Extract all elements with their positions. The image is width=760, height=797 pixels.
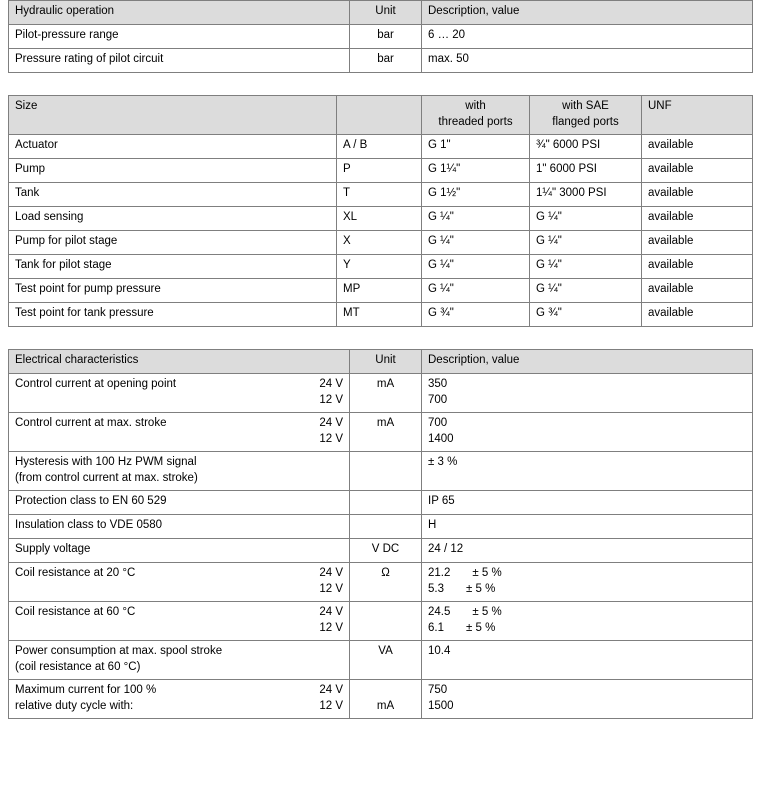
row-unit: bar [350,25,422,49]
row-voltage-values [319,683,343,714]
row-value-cell [422,563,753,602]
row-label: Pump for pilot stage [9,231,337,255]
row-voltage-1: 24 V [319,606,343,619]
row-value-2: 700 [428,393,448,406]
row-value-1: 700 [428,417,448,430]
row-unit: V DC [350,539,422,563]
row-unf: available [642,279,753,303]
row-voltage-values [319,416,343,447]
row-value-2: 1400 [428,432,454,445]
header-threaded-ports [422,96,530,135]
row-value-cell [422,452,753,491]
row-label-cell [9,452,350,491]
row-label: Control current at max. stroke [15,417,167,430]
row-tolerance-1: ± 5 % [472,606,502,619]
row-unit: mA [350,680,422,719]
row-unf: available [642,135,753,159]
row-unit: VA [350,641,422,680]
table-row [9,641,753,680]
table-row [9,680,753,719]
row-label-line2: (coil resistance at 60 °C) [15,660,141,673]
header-threaded-line2: threaded ports [438,115,513,128]
row-label-line2: relative duty cycle with: [15,699,134,712]
row-unit [350,491,422,515]
row-value-1: 750 [428,684,448,697]
row-value-cell [422,602,753,641]
table-row [9,515,753,539]
row-code: X [337,231,422,255]
row-label: Insulation class to VDE 0580 [9,515,350,539]
row-label-cell [9,563,350,602]
row-unf: available [642,207,753,231]
row-value-1: 10.4 [422,641,753,680]
row-unf: available [642,159,753,183]
header-threaded-line1: with [465,100,486,112]
table-row [9,374,753,413]
row-value-cell [422,680,753,719]
row-value-1: ± 3 % [428,456,458,469]
row-voltage-values [319,566,343,597]
header-hydraulic-operation: Hydraulic operation [9,1,350,25]
table-row [9,207,753,231]
table-row [9,255,753,279]
row-label-line1: Maximum current for 100 % [15,684,157,697]
table-electrical-characteristics [8,349,753,719]
row-label: Coil resistance at 60 °C [15,606,136,619]
row-voltage-2: 12 V [319,699,343,712]
row-label: Control current at opening point [15,378,177,391]
row-label: Test point for pump pressure [9,279,337,303]
row-label-cell [9,602,350,641]
row-value-1: H [422,515,753,539]
row-unit: mA [350,374,422,413]
table-row [9,96,753,135]
table-row [9,25,753,49]
header-sae-flanged-ports [530,96,642,135]
row-label: Tank [9,183,337,207]
row-label-line1: Hysteresis with 100 Hz PWM signal [15,456,197,469]
header-sae-line2: flanged ports [552,115,619,128]
row-value-line1 [428,566,746,582]
row-value-1: 21.2 [428,567,451,580]
row-value-1: IP 65 [422,491,753,515]
row-value: 6 … 20 [422,25,753,49]
table-size [8,95,753,327]
row-code: XL [337,207,422,231]
header-unit: Unit [350,1,422,25]
row-voltage-values [319,605,343,636]
row-tolerance-1: ± 5 % [472,567,502,580]
row-threaded: G ¾" [422,303,530,327]
row-value-1: 24 / 12 [422,539,753,563]
header-sae-line1: with SAE [562,100,609,112]
row-voltage-1: 24 V [319,567,343,580]
row-label: Pilot-pressure range [9,25,350,49]
row-value-2: 1500 [428,699,454,712]
row-voltage-2: 12 V [319,432,343,445]
row-voltage-2: 12 V [319,621,343,634]
row-unit: bar [350,49,422,73]
row-label: Actuator [9,135,337,159]
row-unf: available [642,231,753,255]
table-row [9,413,753,452]
header-unit: Unit [350,350,422,374]
row-label: Supply voltage [9,539,350,563]
row-code: P [337,159,422,183]
table-row [9,49,753,73]
row-value-cell [422,374,753,413]
row-voltage-1: 24 V [319,378,343,391]
row-unit [350,602,422,641]
row-value-1: 24.5 [428,606,451,619]
row-label: Tank for pilot stage [9,255,337,279]
row-code: T [337,183,422,207]
table-row [9,1,753,25]
row-threaded: G ¼" [422,255,530,279]
row-voltage-values [319,377,343,408]
table-spacer [0,73,760,95]
row-sae: G ¾" [530,303,642,327]
row-label-line1: Power consumption at max. spool stroke [15,645,223,658]
row-label-cell [9,413,350,452]
row-label: Pump [9,159,337,183]
row-value-line1 [428,605,746,621]
row-sae: G ¼" [530,231,642,255]
table-row [9,452,753,491]
row-sae: G ¼" [530,207,642,231]
row-sae: G ¼" [530,279,642,303]
row-label: Coil resistance at 20 °C [15,567,136,580]
row-voltage-1: 24 V [319,684,343,697]
row-threaded: G ¼" [422,207,530,231]
row-threaded: G ¼" [422,231,530,255]
table-row [9,491,753,515]
row-label: Pressure rating of pilot circuit [9,49,350,73]
row-label-cell [9,374,350,413]
row-value: max. 50 [422,49,753,73]
row-voltage-1: 24 V [319,417,343,430]
table-row [9,350,753,374]
header-description-value: Description, value [422,350,753,374]
row-unit: mA [350,413,422,452]
row-sae: 1¼" 3000 PSI [530,183,642,207]
row-sae: ¾" 6000 PSI [530,135,642,159]
row-label: Protection class to EN 60 529 [9,491,350,515]
row-sae: 1" 6000 PSI [530,159,642,183]
row-threaded: G ¼" [422,279,530,303]
table-row [9,602,753,641]
row-value-line2 [428,621,746,637]
row-value-1: 350 [428,378,448,391]
table-row [9,303,753,327]
table-row [9,159,753,183]
row-sae: G ¼" [530,255,642,279]
table-spacer [0,327,760,349]
row-label-cell [9,680,350,719]
table-row [9,231,753,255]
row-label-cell [9,641,350,680]
table-row [9,135,753,159]
header-unf: UNF [642,96,753,135]
row-code: Y [337,255,422,279]
table-row [9,563,753,602]
row-label: Load sensing [9,207,337,231]
row-label [15,683,166,714]
row-unit [350,452,422,491]
row-value-2: 6.1 [428,621,444,634]
row-label-line2: (from control current at max. stroke) [15,471,198,484]
row-threaded: G 1¼" [422,159,530,183]
row-tolerance-2: ± 5 % [466,582,496,595]
row-code: MP [337,279,422,303]
row-voltage-2: 12 V [319,393,343,406]
row-label: Test point for tank pressure [9,303,337,327]
row-value-cell [422,413,753,452]
table-row [9,183,753,207]
table-hydraulic-operation [8,0,753,73]
row-unf: available [642,183,753,207]
row-value-line2 [428,582,746,598]
row-unit [350,515,422,539]
row-threaded: G 1½" [422,183,530,207]
header-code [337,96,422,135]
row-code: MT [337,303,422,327]
table-row [9,279,753,303]
row-unf: available [642,303,753,327]
row-tolerance-2: ± 5 % [466,621,496,634]
row-value-2: 5.3 [428,582,444,595]
header-size: Size [9,96,337,135]
row-unit: Ω [350,563,422,602]
table-row [9,539,753,563]
row-code: A / B [337,135,422,159]
row-voltage-2: 12 V [319,582,343,595]
header-description-value: Description, value [422,1,753,25]
row-unf: available [642,255,753,279]
row-threaded: G 1" [422,135,530,159]
header-electrical-characteristics: Electrical characteristics [9,350,350,374]
